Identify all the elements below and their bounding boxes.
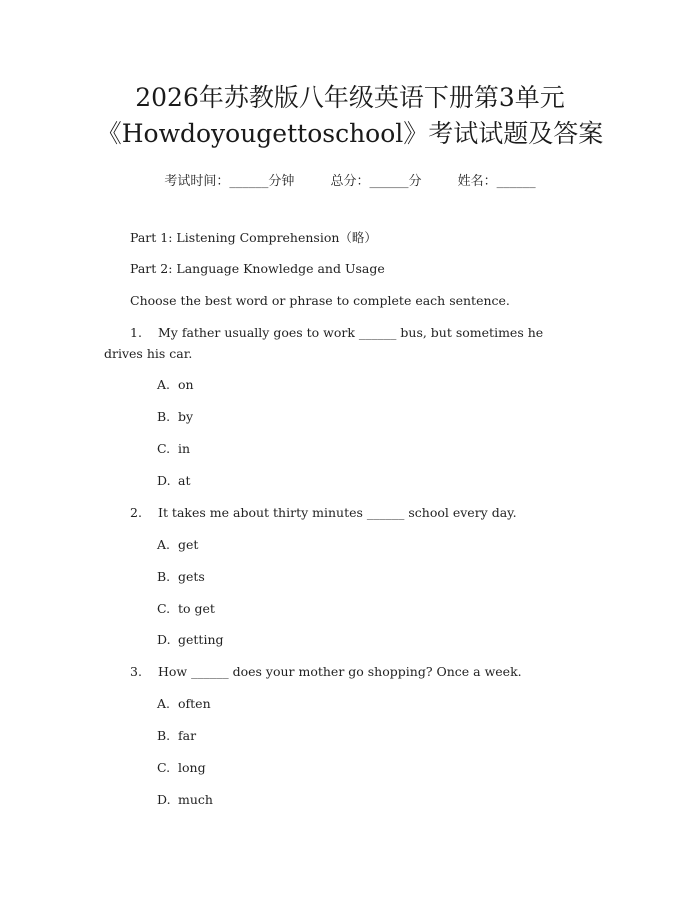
question-3-option-d: [157, 794, 213, 807]
question-text: How ______ does your mother go shopping? Once a week.: [158, 664, 522, 679]
option-text: on: [178, 377, 194, 392]
option-letter: C.: [157, 760, 171, 775]
option-letter: B.: [157, 569, 171, 584]
option-text: getting: [178, 632, 224, 647]
question-1: [130, 327, 543, 340]
question-1-continued: drives his car.: [104, 346, 193, 361]
question-1-option-b: [157, 411, 193, 424]
question-2: [130, 507, 517, 520]
option-letter: A.: [157, 696, 171, 711]
part1-heading: Part 1: Listening Comprehension（略）: [130, 230, 377, 245]
option-text: much: [178, 792, 213, 807]
option-letter: A.: [157, 377, 171, 392]
question-2-option-d: [157, 634, 224, 647]
question-3-option-b: [157, 730, 196, 743]
question-2-option-a: [157, 539, 198, 552]
question-3-option-c: [157, 762, 206, 775]
exam-info: [0, 170, 700, 189]
option-text: in: [178, 441, 191, 456]
question-number: 2.: [130, 505, 142, 520]
option-letter: D.: [157, 632, 171, 647]
question-1-option-c: [157, 443, 190, 456]
question-text: It takes me about thirty minutes ______ school every day.: [158, 505, 517, 520]
name-field: 姓名：______: [457, 174, 536, 189]
instruction: Choose the best word or phrase to complete each sentence.: [130, 293, 510, 308]
option-text: get: [178, 537, 199, 552]
title-line-2: 《Howdoyougettoschool》考试试题及答案: [96, 119, 604, 148]
exam-time-field: 考试时间：______分钟: [164, 174, 295, 189]
question-1-option-d: [157, 475, 190, 488]
option-text: at: [178, 473, 191, 488]
option-letter: C.: [157, 601, 171, 616]
question-2-option-b: [157, 571, 205, 584]
option-text: long: [178, 760, 206, 775]
option-letter: A.: [157, 537, 171, 552]
question-2-option-c: [157, 603, 215, 616]
question-1-option-a: [157, 379, 194, 392]
option-text: to get: [178, 601, 215, 616]
total-score-field: 总分：______分: [330, 174, 422, 189]
option-letter: D.: [157, 792, 171, 807]
option-text: by: [178, 409, 194, 424]
title-line-1: 2026年苏教版八年级英语下册第3单元: [135, 83, 565, 112]
question-3: [130, 666, 522, 679]
question-text: My father usually goes to work ______ bus, but sometimes he: [158, 325, 544, 340]
option-letter: B.: [157, 728, 171, 743]
option-text: often: [178, 696, 211, 711]
option-text: far: [178, 728, 197, 743]
part2-heading: Part 2: Language Knowledge and Usage: [130, 261, 385, 276]
option-letter: C.: [157, 441, 171, 456]
option-letter: B.: [157, 409, 171, 424]
option-letter: D.: [157, 473, 171, 488]
question-3-option-a: [157, 698, 211, 711]
question-number: 3.: [130, 664, 142, 679]
question-number: 1.: [130, 325, 142, 340]
option-text: gets: [178, 569, 205, 584]
